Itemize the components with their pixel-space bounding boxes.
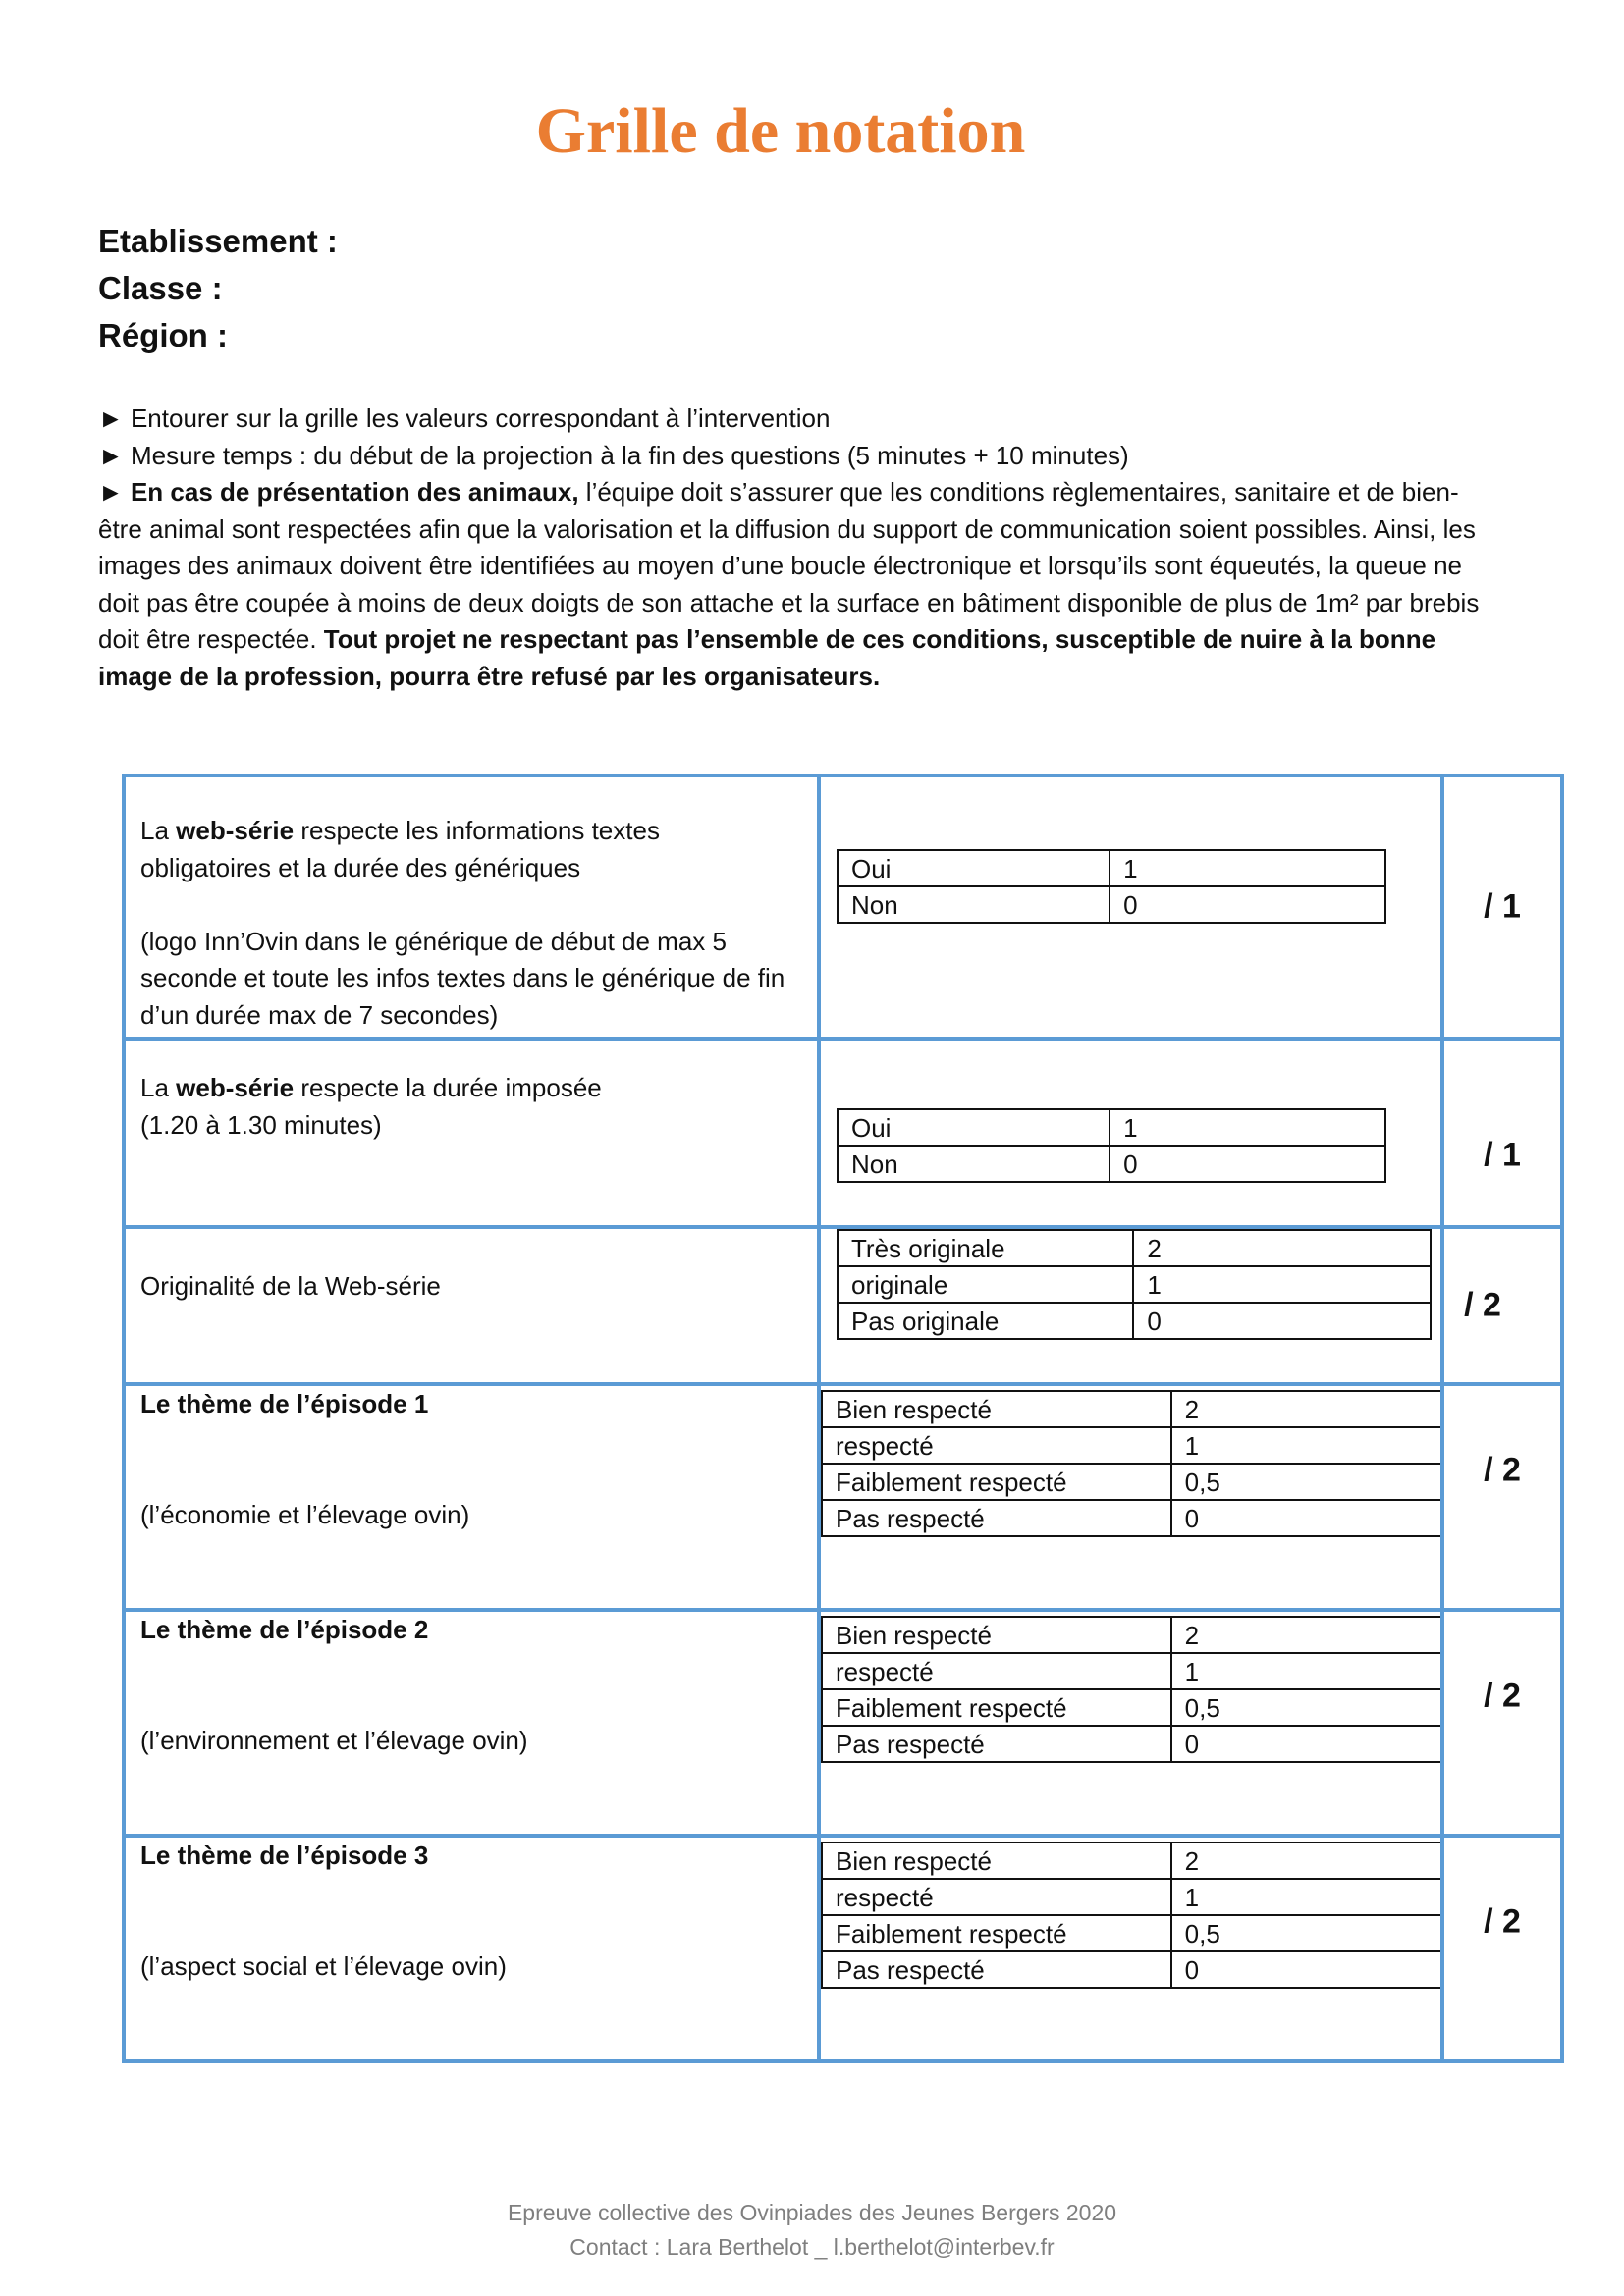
grading-grid [122,774,1564,2063]
classe-label: Classe : [98,270,223,306]
footer-contact: Contact : Lara Berthelot _ l.berthelot@interbev.fr [569,2234,1055,2260]
option-value[interactable]: 2 [1171,1842,1440,1879]
option-row[interactable] [838,1146,1385,1182]
option-value[interactable]: 0,5 [1171,1915,1440,1951]
option-row[interactable] [822,1915,1440,1951]
option-label[interactable]: Pas originale [838,1303,1133,1339]
criterion-5-heading: Le thème de l’épisode 2 [140,1615,429,1644]
criterion-5-options [821,1616,1440,1763]
option-value[interactable]: 2 [1133,1230,1431,1266]
option-row[interactable] [838,886,1385,923]
option-label[interactable]: Oui [838,850,1110,886]
option-row[interactable] [822,1951,1440,1988]
criterion-1-score: / 1 [1484,887,1521,926]
criterion-row-5 [124,1610,1562,1836]
option-label[interactable]: Pas respecté [822,1951,1171,1988]
option-value[interactable]: 2 [1171,1391,1440,1427]
criterion-2-text-post: respecte la durée imposée [294,1073,602,1102]
criterion-2-score-cell [1442,1039,1562,1227]
criterion-2-note: (1.20 à 1.30 minutes) [140,1109,382,1140]
instructions [98,400,1483,695]
criterion-4-score: / 2 [1484,1451,1521,1489]
option-row[interactable] [822,1653,1440,1689]
criterion-2-options-cell [819,1039,1442,1227]
option-value[interactable]: 1 [1110,1109,1385,1146]
criterion-row-4 [124,1384,1562,1610]
criterion-1-text-bold: web-série [176,816,295,845]
criterion-1-description [124,775,819,1039]
option-value[interactable]: 0,5 [1171,1464,1440,1500]
option-value[interactable]: 1 [1171,1879,1440,1915]
criterion-row-6 [124,1836,1562,2061]
criterion-1-score-cell [1442,775,1562,1039]
instruction-2: ► Mesure temps : du début de la projection à la fin des questions (5 minutes + 10 minutes) [98,440,1129,470]
criterion-3-description [124,1227,819,1384]
option-row[interactable] [822,1617,1440,1653]
criterion-row-1 [124,775,1562,1039]
criterion-6-options-cell [819,1836,1442,2061]
instruction-3-warning: Tout projet ne respectant pas l’ensemble de ces conditions, susceptible de nuire à la bonne image de la profession, pourra être refusé par les organisateurs. [98,624,1436,691]
criterion-5-description [124,1610,819,1836]
option-value[interactable]: 0 [1110,1146,1385,1182]
option-value[interactable]: 0 [1171,1726,1440,1762]
option-row[interactable] [838,1109,1385,1146]
criterion-2-options [837,1108,1386,1183]
option-label[interactable]: Faiblement respecté [822,1915,1171,1951]
criterion-4-description [124,1384,819,1610]
option-value[interactable]: 0,5 [1171,1689,1440,1726]
criterion-4-score-cell [1442,1384,1562,1610]
criterion-4-heading: Le thème de l’épisode 1 [140,1389,429,1418]
option-value[interactable]: 1 [1133,1266,1431,1303]
criterion-row-2 [124,1039,1562,1227]
option-label[interactable]: Faiblement respecté [822,1464,1171,1500]
option-label[interactable]: respecté [822,1427,1171,1464]
option-label[interactable]: originale [838,1266,1133,1303]
criterion-2-text-pre: La [140,1073,177,1102]
option-row[interactable] [838,850,1385,886]
option-label[interactable]: respecté [822,1653,1171,1689]
criterion-4-options [821,1390,1440,1537]
criterion-6-options [821,1842,1440,1989]
option-label[interactable]: Très originale [838,1230,1133,1266]
criterion-3-options-cell [819,1227,1442,1384]
option-value[interactable]: 1 [1110,850,1385,886]
criterion-row-3 [124,1227,1562,1384]
criterion-6-heading: Le thème de l’épisode 3 [140,1841,429,1870]
option-label[interactable]: respecté [822,1879,1171,1915]
option-row[interactable] [838,1266,1431,1303]
form-fields [98,218,338,359]
criterion-3-text: Originalité de la Web-série [140,1271,441,1301]
option-row[interactable] [822,1500,1440,1536]
option-value[interactable]: 1 [1171,1427,1440,1464]
option-label[interactable]: Bien respecté [822,1842,1171,1879]
option-row[interactable] [822,1726,1440,1762]
option-value[interactable]: 0 [1171,1951,1440,1988]
criterion-1-text-post: respecte les informations textes obligatoires et la durée des génériques [140,816,660,882]
criterion-2-description [124,1039,819,1227]
criterion-3-options [837,1229,1432,1340]
instruction-1: ► Entourer sur la grille les valeurs correspondant à l’intervention [98,403,831,433]
option-label[interactable]: Faiblement respecté [822,1689,1171,1726]
option-label[interactable]: Oui [838,1109,1110,1146]
option-label[interactable]: Pas respecté [822,1500,1171,1536]
criterion-1-options-cell [819,775,1442,1039]
criterion-4-options-cell [819,1384,1442,1610]
option-value[interactable]: 0 [1133,1303,1431,1339]
footer-event: Epreuve collective des Ovinpiades des Jeunes Bergers 2020 [507,2200,1117,2225]
criterion-1-text-pre: La [140,816,177,845]
option-label[interactable]: Bien respecté [822,1617,1171,1653]
region-label: Région : [98,317,228,353]
criterion-5-options-cell [819,1610,1442,1836]
option-label[interactable]: Non [838,1146,1110,1182]
criterion-4-note: (l’économie et l’élevage ovin) [140,1499,470,1529]
criterion-5-note: (l’environnement et l’élevage ovin) [140,1725,528,1755]
criterion-6-description [124,1836,819,2061]
criterion-2-score: / 1 [1484,1136,1521,1174]
option-row[interactable] [822,1842,1440,1879]
option-label[interactable]: Bien respecté [822,1391,1171,1427]
criterion-6-score: / 2 [1484,1902,1521,1941]
instruction-3-lead: ► En cas de présentation des animaux, [98,477,579,507]
option-row[interactable] [822,1879,1440,1915]
option-label[interactable]: Non [838,886,1110,923]
etablissement-label: Etablissement : [98,223,338,259]
option-row[interactable] [822,1464,1440,1500]
option-value[interactable]: 0 [1171,1500,1440,1536]
criterion-1-options [837,849,1386,924]
criterion-1-note: (logo Inn’Ovin dans le générique de début de max 5 seconde et toute les infos textes dans le générique de fin d’un durée max de 7 secondes) [140,926,785,1030]
criterion-6-score-cell [1442,1836,1562,2061]
option-value[interactable]: 1 [1171,1653,1440,1689]
criterion-6-note: (l’aspect social et l’élevage ovin) [140,1950,507,1981]
criterion-3-score: / 2 [1464,1286,1501,1324]
option-value[interactable]: 2 [1171,1617,1440,1653]
option-row[interactable] [838,1303,1431,1339]
option-row[interactable] [838,1230,1431,1266]
page-footer [0,2196,1624,2265]
option-row[interactable] [822,1391,1440,1427]
page-title: Grille de notation [535,95,1026,167]
option-label[interactable]: Pas respecté [822,1726,1171,1762]
criterion-2-text-bold: web-série [176,1073,295,1102]
criterion-3-score-cell [1442,1227,1562,1384]
option-row[interactable] [822,1427,1440,1464]
criterion-5-score: / 2 [1484,1677,1521,1715]
instruction-3 [98,474,1483,695]
criterion-5-score-cell [1442,1610,1562,1836]
instruction-3-body: l’équipe doit s’assurer que les conditions règlementaires, sanitaire et de bien-être animal sont respectées afin que la valorisation et la diffusion du support de communication soient possibles. Ainsi, les images des animaux doivent être identifiées au moyen d’une boucle électronique et lorsqu’ils sont équeutés, la queue ne doit pas être coupée à moins de deux doigts de son attache et la surface en bâtiment disponible de plus de 1m² par brebis doit être respectée. [98,477,1480,654]
option-row[interactable] [822,1689,1440,1726]
option-value[interactable]: 0 [1110,886,1385,923]
